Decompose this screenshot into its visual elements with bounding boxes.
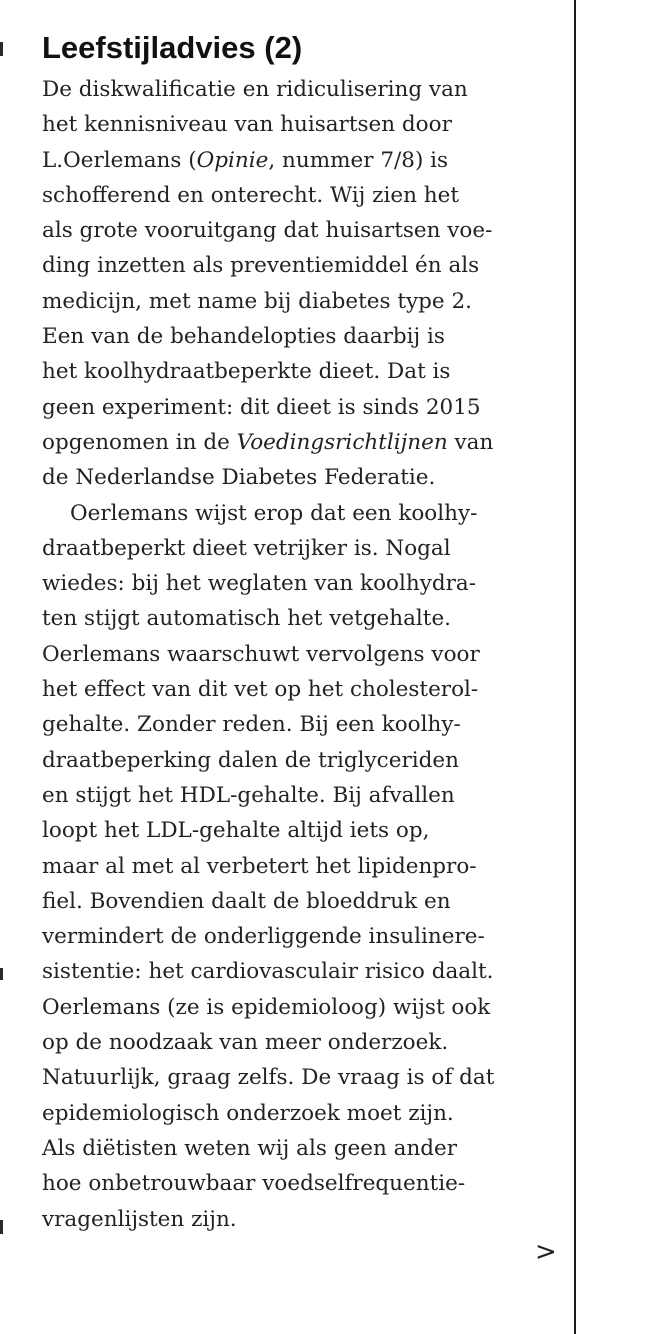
body-line: het koolhydraatbeperkte dieet. Dat is <box>42 359 451 385</box>
body-line: wiedes: bij het weglaten van koolhydra- <box>42 571 476 597</box>
body-line: draatbeperkt dieet vetrijker is. Nogal <box>42 535 451 561</box>
headline: Leefstijladvies (2) <box>42 30 303 65</box>
body-line: gehalte. Zonder reden. Bij een koolhy- <box>42 712 461 738</box>
body-line: hoe onbetrouwbaar voedselfrequentie- <box>42 1171 466 1197</box>
body-line: als grote vooruitgang dat huisartsen voe- <box>42 218 493 244</box>
body-line: vermindert de onderliggende insulinere- <box>42 924 485 950</box>
italic-title: Voedingsrichtlijnen <box>236 429 448 455</box>
italic-title: Opinie <box>196 147 269 173</box>
body-line: de Nederlandse Diabetes Federatie. <box>42 465 436 491</box>
body-line: medicijn, met name bij diabetes type 2. <box>42 288 472 314</box>
margin-mark <box>0 42 3 56</box>
body-line: Oerlemans wijst erop dat een koolhy- <box>70 500 478 526</box>
body-line: maar al met al verbetert het lipidenpro- <box>42 853 477 879</box>
body-line: geen experiment: dit dieet is sinds 2015 <box>42 394 481 420</box>
body-line: Als diëtisten weten wij als geen ander <box>42 1135 458 1161</box>
body-line: ten stijgt automatisch het vetgehalte. <box>42 606 452 632</box>
body-line: draatbeperking dalen de triglyceriden <box>42 747 459 773</box>
body-line: fiel. Bovendien daalt de bloeddruk en <box>42 888 451 914</box>
margin-mark <box>0 1220 3 1234</box>
body-line: het effect van dit vet op het cholesterol- <box>42 677 479 703</box>
body-line: sistentie: het cardiovasculair risico daalt. <box>42 959 494 985</box>
body-line-text: opgenomen in de <box>42 429 237 455</box>
continue-arrow-icon: > <box>535 1237 557 1267</box>
body-line: Een van de behandelopties daarbij is <box>42 324 445 350</box>
article-body <box>42 72 572 1237</box>
body-line: loopt het LDL-gehalte altijd iets op, <box>42 818 430 844</box>
body-line-text: L.Oerlemans ( <box>42 147 197 173</box>
column-rule <box>574 0 576 1334</box>
body-line: schofferend en onterecht. Wij zien het <box>42 182 459 208</box>
body-line: het kennisniveau van huisartsen door <box>42 112 452 138</box>
body-line-text: , nummer 7/8) is <box>268 147 449 173</box>
body-line: vragenlijsten zijn. <box>42 1206 237 1232</box>
margin-mark <box>0 968 3 980</box>
body-line: Oerlemans waarschuwt vervolgens voor <box>42 641 480 667</box>
body-line-text: van <box>447 429 494 455</box>
body-line <box>42 425 572 460</box>
body-line: en stijgt het HDL-gehalte. Bij afvallen <box>42 782 455 808</box>
body-line: Natuurlijk, graag zelfs. De vraag is of dat <box>42 1065 495 1091</box>
letter-article <box>42 28 572 1237</box>
body-line: epidemiologisch onderzoek moet zijn. <box>42 1100 454 1126</box>
body-line: Oerlemans (ze is epidemioloog) wijst ook <box>42 994 491 1020</box>
body-line <box>42 143 572 178</box>
body-line: De diskwalificatie en ridiculisering van <box>42 77 468 102</box>
body-line: ding inzetten als preventiemiddel én als <box>42 253 480 279</box>
body-line: op de noodzaak van meer onderzoek. <box>42 1030 449 1056</box>
